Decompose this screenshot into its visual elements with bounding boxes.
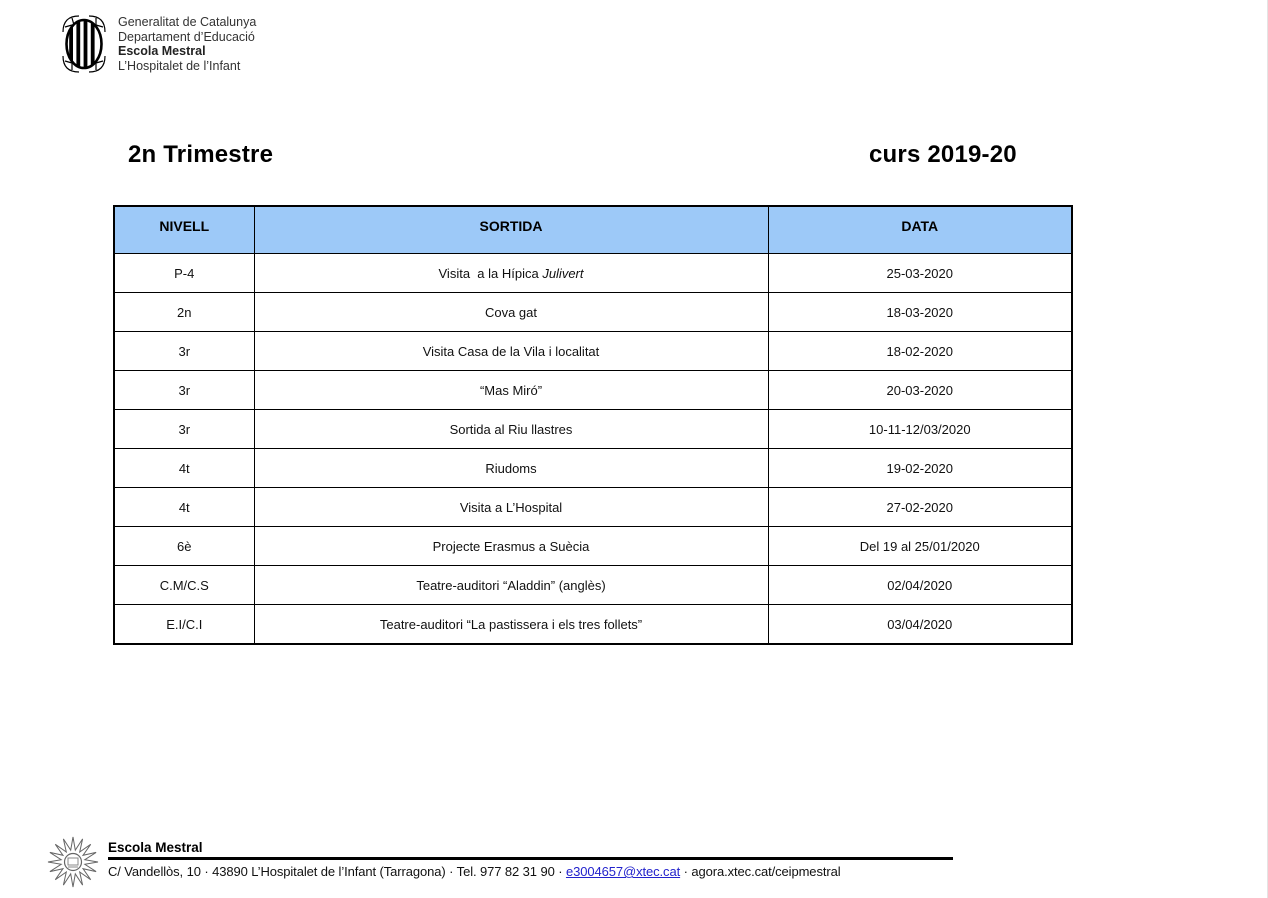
cell-sortida <box>254 293 768 332</box>
cell-nivell: 3r <box>114 371 254 410</box>
cell-data: Del 19 al 25/01/2020 <box>768 527 1072 566</box>
cell-data: 10-11-12/03/2020 <box>768 410 1072 449</box>
cell-data: 27-02-2020 <box>768 488 1072 527</box>
cell-data: 20-03-2020 <box>768 371 1072 410</box>
cell-nivell: C.M/C.S <box>114 566 254 605</box>
table-row <box>114 527 1072 566</box>
cell-sortida <box>254 488 768 527</box>
cell-data: 02/04/2020 <box>768 566 1072 605</box>
footer-email-link[interactable]: e3004657@xtec.cat <box>565 864 681 879</box>
table-row <box>114 371 1072 410</box>
cell-nivell: 4t <box>114 449 254 488</box>
cell-nivell: P-4 <box>114 254 254 293</box>
sortida-italic-text: Julivert <box>542 265 584 281</box>
footer-divider-line <box>108 857 953 860</box>
table-row <box>114 449 1072 488</box>
trimester-title: 2n Trimestre <box>128 141 274 168</box>
cell-sortida <box>254 527 768 566</box>
table-row <box>114 488 1072 527</box>
cell-sortida <box>254 254 768 293</box>
cell-sortida <box>254 332 768 371</box>
footer-address-right: · agora.xtec.cat/ceipmestral <box>680 864 841 879</box>
col-header-nivell: NIVELL <box>114 206 254 254</box>
escola-mestral-sun-emblem-icon <box>47 835 99 889</box>
letterhead-text <box>118 15 256 73</box>
sortida-text: Riudoms <box>485 460 537 476</box>
cell-nivell: 3r <box>114 332 254 371</box>
cell-nivell: 3r <box>114 410 254 449</box>
cell-data: 18-03-2020 <box>768 293 1072 332</box>
footer-address-left: C/ Vandellòs, 10 · 43890 L’Hospitalet de l’Infant (Tarragona) · Tel. 977 82 31 90 · <box>108 864 566 879</box>
table-row <box>114 254 1072 293</box>
cell-sortida <box>254 410 768 449</box>
cell-nivell: 2n <box>114 293 254 332</box>
cell-sortida <box>254 371 768 410</box>
letterhead-school: Escola Mestral <box>118 44 206 58</box>
sortida-text: Teatre-auditori “La pastissera i els tres follets” <box>379 616 643 632</box>
table-row <box>114 605 1072 645</box>
sortida-text: Visita a la Hípica <box>438 265 543 281</box>
cell-data: 03/04/2020 <box>768 605 1072 645</box>
sortida-text: Teatre-auditori “Aladdin” (anglès) <box>416 577 606 593</box>
sortida-text: Visita a L’Hospital <box>459 499 563 515</box>
footer-address <box>108 864 841 879</box>
col-header-sortida: SORTIDA <box>254 206 768 254</box>
sortida-text: Projecte Erasmus a Suècia <box>432 538 590 554</box>
table-row <box>114 293 1072 332</box>
cell-nivell: E.I/C.I <box>114 605 254 645</box>
table-row <box>114 566 1072 605</box>
table-row <box>114 332 1072 371</box>
outings-table <box>113 205 1073 645</box>
cell-data: 18-02-2020 <box>768 332 1072 371</box>
letterhead-dept: Departament d’Educació <box>118 29 255 44</box>
cell-data: 25-03-2020 <box>768 254 1072 293</box>
letterhead-org: Generalitat de Catalunya <box>118 15 257 29</box>
table-row <box>114 410 1072 449</box>
sortida-text: Sortida al Riu llastres <box>449 421 573 437</box>
course-title: curs 2019-20 <box>869 141 1017 168</box>
cell-data: 19-02-2020 <box>768 449 1072 488</box>
footer-school-name: Escola Mestral <box>108 840 203 855</box>
table-header-row <box>114 206 1072 254</box>
cell-sortida <box>254 566 768 605</box>
letterhead-city: L’Hospitalet de l’Infant <box>118 58 241 73</box>
generalitat-catalunya-emblem-icon <box>62 14 106 74</box>
col-header-data: DATA <box>768 206 1072 254</box>
cell-nivell: 4t <box>114 488 254 527</box>
sortida-text: “Mas Miró” <box>479 382 543 398</box>
cell-nivell: 6è <box>114 527 254 566</box>
sortida-text: Visita Casa de la Vila i localitat <box>422 343 600 359</box>
sortida-text: Cova gat <box>484 304 538 320</box>
cell-sortida <box>254 605 768 645</box>
cell-sortida <box>254 449 768 488</box>
